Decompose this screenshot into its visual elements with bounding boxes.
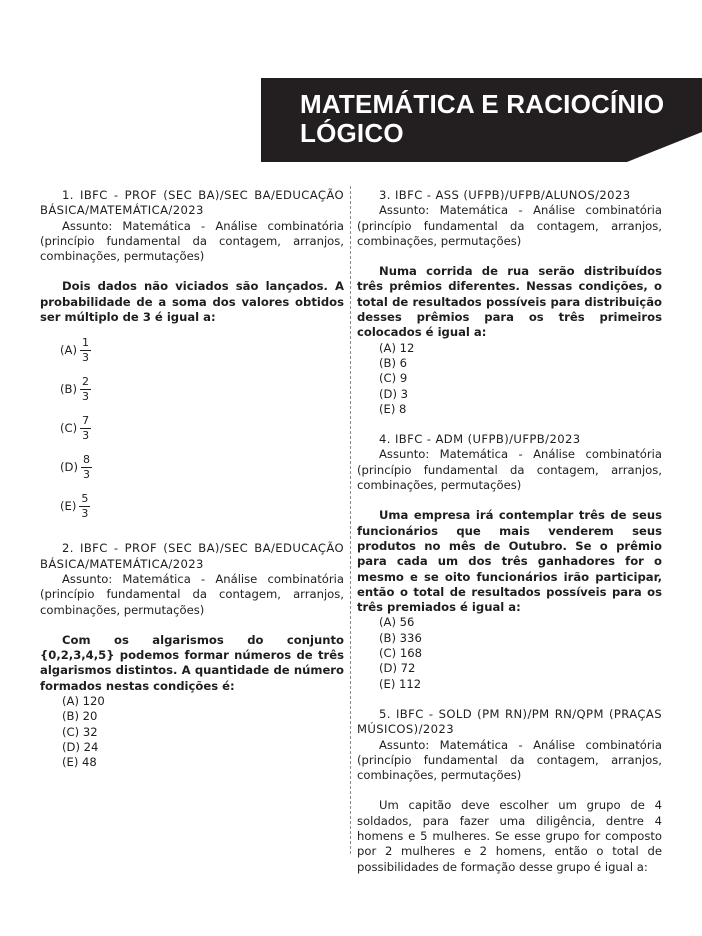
question-statement: Uma empresa irá contemplar três de seus funcionários que mais venderem seus produtos no mês de Outubro. Se o prêmio para cada um dos três ganhadores for o mesmo e se oito funcionários irão participar, então o total de resultados possíveis para os três premiados é igual a:	[357, 508, 662, 615]
option-label: (B)	[60, 382, 78, 397]
fraction-denominator: 3	[82, 429, 90, 443]
option-e	[40, 487, 344, 526]
left-column	[40, 188, 344, 771]
question-header: 2. IBFC - PROF (SEC BA)/SEC BA/EDUCAÇÃO BÁSICA/MATEMÁTICA/2023	[40, 541, 344, 571]
question-2	[40, 541, 344, 770]
fraction-denominator: 3	[82, 390, 90, 404]
section-title-line-2: LÓGICO	[300, 118, 404, 148]
question-1	[40, 188, 344, 526]
fraction-denominator: 3	[81, 351, 89, 365]
question-statement: Um capitão deve escolher um grupo de 4 soldados, para fazer uma diligência, dentre 4 homens e 5 mulheres. Se esse grupo for composto por 2 mulheres e 2 homens, então o total de possibilidades de formação desse grupo é igual a:	[357, 798, 662, 874]
option-label: (E)	[60, 499, 77, 514]
question-header: 4. IBFC - ADM (UFPB)/UFPB/2023	[379, 432, 581, 447]
question-statement: Com os algarismos do conjunto {0,2,3,4,5} podemos formar números de três algarismos distintos. A quantidade de número formados nestas condições é:	[40, 632, 344, 693]
fraction-numerator: 5	[81, 492, 89, 506]
question-subject: Assunto: Matemática - Análise combinatória (princípio fundamental da contagem, arranjos, combinações, permutações)	[357, 447, 662, 493]
option-b: (B) 6	[379, 355, 408, 370]
option-c: (C) 32	[62, 724, 98, 739]
right-column	[357, 188, 662, 875]
fraction-numerator: 1	[81, 336, 89, 350]
option-b: (B) 20	[62, 709, 98, 724]
option-a: (A) 56	[379, 615, 415, 630]
option-c: (C) 9	[379, 371, 408, 386]
option-c	[40, 409, 344, 448]
question-subject: Assunto: Matemática - Análise combinatória (princípio fundamental da contagem, arranjos, combinações, permutações)	[357, 203, 662, 248]
question-3	[357, 188, 662, 417]
option-d: (D) 3	[379, 386, 409, 401]
question-4	[357, 432, 662, 692]
question-subject: Assunto: Matemática - Análise combinatória (princípio fundamental da contagem, arranjos, combinações, permutações)	[357, 737, 662, 783]
question-header: 1. IBFC - PROF (SEC BA)/SEC BA/EDUCAÇÃO BÁSICA/MATEMÁTICA/2023	[40, 188, 344, 218]
option-e: (E) 8	[379, 401, 407, 416]
option-d: (D) 24	[62, 739, 99, 754]
section-title-line-1: MATEMÁTICA E RACIOCÍNIO	[300, 89, 665, 119]
fraction	[80, 375, 91, 404]
option-d: (D) 72	[379, 661, 416, 676]
question-statement: Numa corrida de rua serão distribuídos três prêmios diferentes. Nessas condições, o total de resultados possíveis para distribuição desses prêmios para os três primeiros colocados é igual a:	[357, 264, 662, 340]
section-title	[300, 90, 690, 148]
fraction	[79, 492, 90, 521]
option-label: (D)	[60, 460, 78, 475]
fraction	[81, 453, 92, 482]
fraction	[80, 336, 91, 365]
column-divider	[350, 186, 351, 854]
option-c: (C) 168	[379, 646, 422, 661]
question-header: 3. IBFC - ASS (UFPB)/UFPB/ALUNOS/2023	[379, 188, 631, 202]
option-b: (B) 336	[379, 630, 422, 645]
option-a: (A) 12	[379, 340, 415, 355]
option-b	[40, 370, 344, 409]
option-e: (E) 112	[379, 676, 422, 691]
fraction-denominator: 3	[81, 507, 89, 521]
option-label: (A)	[60, 343, 77, 358]
option-e: (E) 48	[62, 755, 97, 770]
option-d	[40, 448, 344, 487]
fraction-denominator: 3	[82, 468, 90, 482]
question-subject: Assunto: Matemática - Análise combinatória (princípio fundamental da contagem, arranjos, combinações, permutações)	[40, 571, 344, 617]
question-5	[357, 707, 662, 875]
fraction-numerator: 8	[82, 453, 90, 467]
option-label: (C)	[60, 421, 78, 436]
question-subject: Assunto: Matemática - Análise combinatória (princípio fundamental da contagem, arranjos, combinações, permutações)	[40, 218, 344, 264]
option-a	[40, 331, 344, 370]
fraction-numerator: 2	[82, 375, 90, 389]
option-a: (A) 120	[62, 694, 105, 709]
fraction-numerator: 7	[82, 414, 90, 428]
fraction	[80, 414, 91, 443]
question-header: 5. IBFC - SOLD (PM RN)/PM RN/QPM (PRAÇAS MÚSICOS)/2023	[357, 706, 662, 737]
question-statement: Dois dados não viciados são lançados. A probabilidade de a soma dos valores obtidos ser múltiplo de 3 é igual a:	[40, 279, 344, 325]
